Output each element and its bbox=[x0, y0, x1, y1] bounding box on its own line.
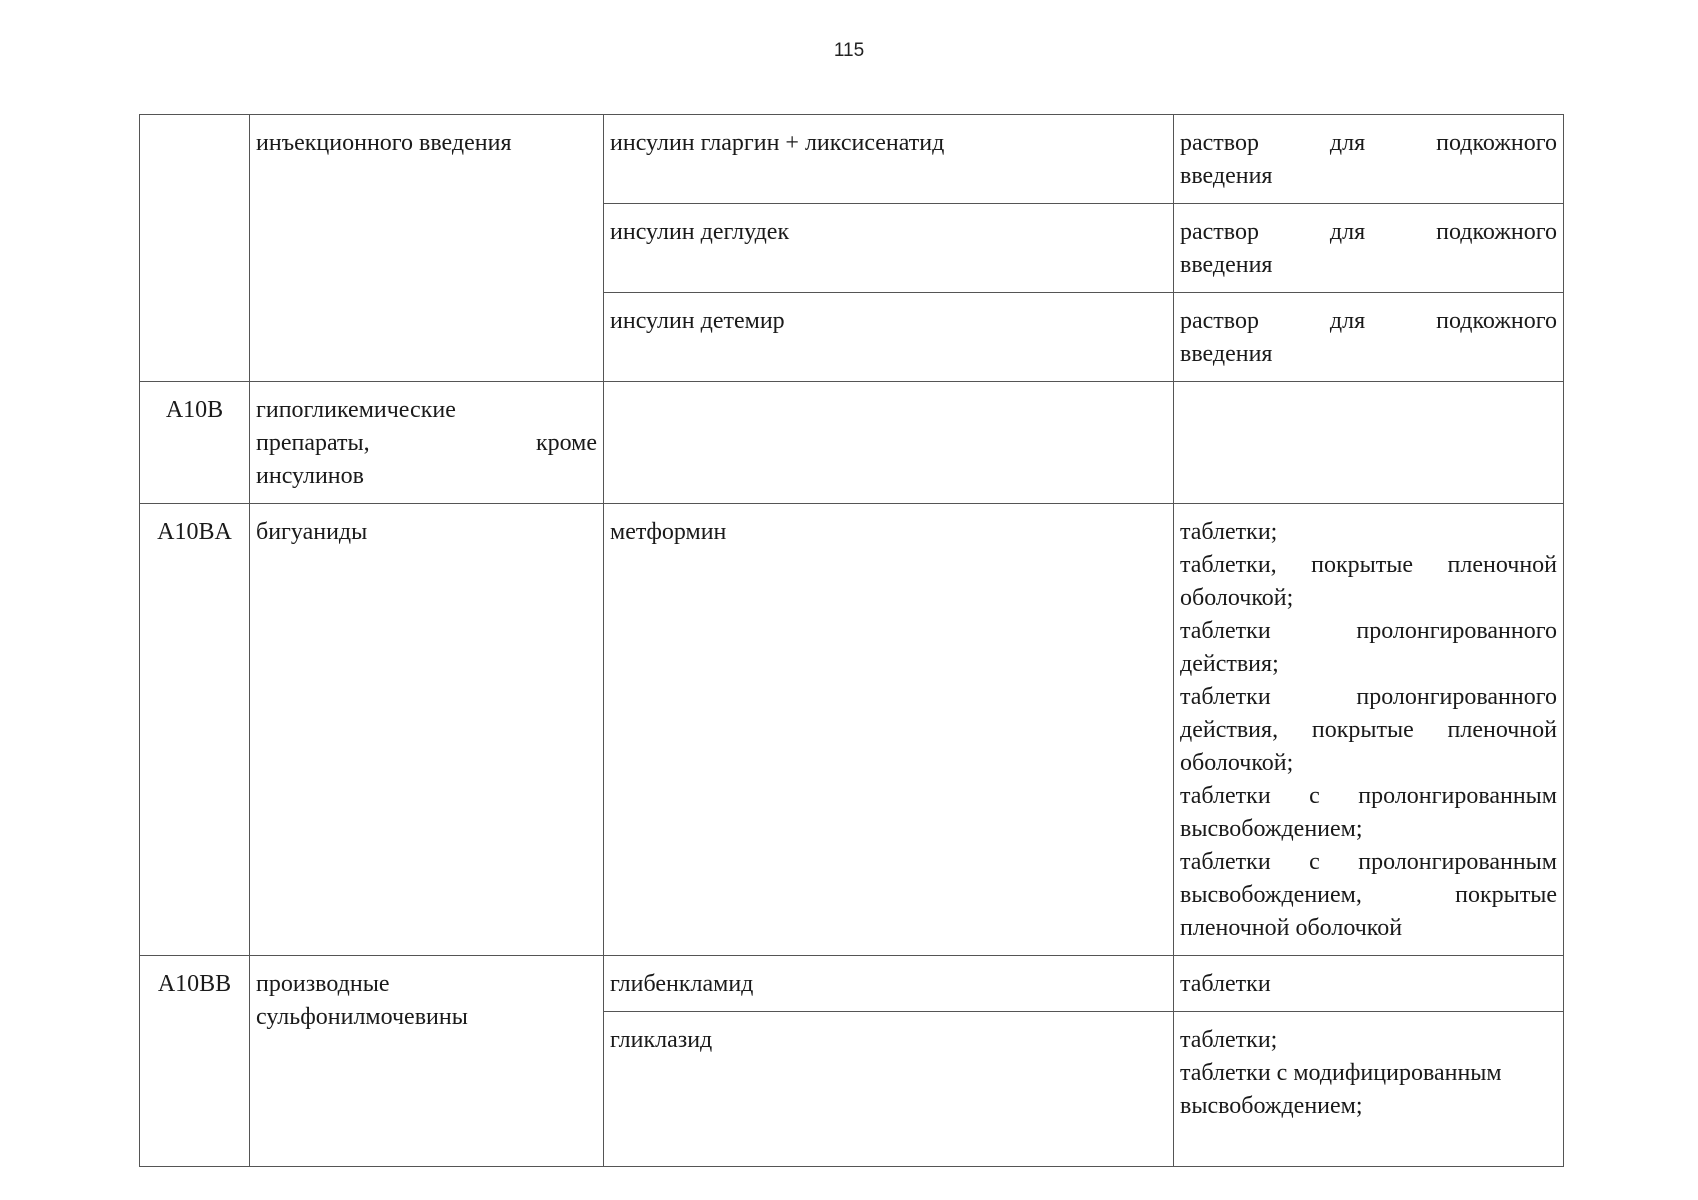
dosage-form-line: введения bbox=[1180, 341, 1273, 367]
atc-code-cell bbox=[140, 956, 250, 1167]
dosage-form-line: оболочкой; bbox=[1180, 750, 1294, 776]
dosage-form-line: высвобождением, покрытые bbox=[1180, 882, 1557, 908]
drug-name: инсулин гларгин + ликсисенатид bbox=[610, 130, 945, 156]
drug-table bbox=[139, 114, 1564, 1167]
drug-name-cell bbox=[604, 956, 1174, 1012]
dosage-form-line: раствор для подкожного bbox=[1180, 219, 1557, 245]
group-text: бигуаниды bbox=[256, 519, 368, 545]
dosage-form-line: введения bbox=[1180, 163, 1273, 189]
drug-name-cell bbox=[604, 115, 1174, 204]
dosage-form-line: таблетки пролонгированного bbox=[1180, 684, 1557, 710]
dosage-form-line: действия; bbox=[1180, 651, 1279, 677]
table-row bbox=[140, 382, 1564, 504]
dosage-form-line: таблетки пролонгированного bbox=[1180, 618, 1557, 644]
atc-code: A10BA bbox=[157, 519, 232, 545]
dosage-form-line: действия, покрытые пленочной bbox=[1180, 717, 1557, 743]
dosage-form-line: таблетки с пролонгированным bbox=[1180, 783, 1557, 809]
table-row bbox=[140, 115, 1564, 204]
dosage-form-cell bbox=[1174, 956, 1564, 1012]
atc-code-cell bbox=[140, 382, 250, 504]
drug-name-cell bbox=[604, 293, 1174, 382]
group-text: инъекционного введения bbox=[256, 130, 512, 156]
dosage-form-line: раствор для подкожного bbox=[1180, 130, 1557, 156]
drug-name-cell bbox=[604, 204, 1174, 293]
group-text-line: препараты, кроме bbox=[256, 430, 597, 456]
dosage-form-line: таблетки, покрытые пленочной bbox=[1180, 552, 1557, 578]
cell-spacer bbox=[1180, 1123, 1557, 1156]
dosage-form-line: таблетки; bbox=[1180, 1027, 1278, 1053]
drug-name: гликлазид bbox=[610, 1027, 713, 1053]
group-cell bbox=[250, 504, 604, 956]
drug-name-cell bbox=[604, 1012, 1174, 1167]
dosage-form-line: пленочной оболочкой bbox=[1180, 915, 1403, 941]
page-number: 115 bbox=[833, 40, 865, 61]
group-cell bbox=[250, 956, 604, 1167]
atc-code: A10B bbox=[165, 397, 224, 423]
dosage-form-line: введения bbox=[1180, 252, 1273, 278]
group-text-line: сульфонилмочевины bbox=[256, 1004, 468, 1030]
drug-name-cell bbox=[604, 504, 1174, 956]
dosage-form-line: высвобождением; bbox=[1180, 816, 1363, 842]
group-text-line: гипогликемические bbox=[256, 397, 456, 423]
drug-name: инсулин деглудек bbox=[610, 219, 790, 245]
group-cell bbox=[250, 115, 604, 382]
atc-code-cell bbox=[140, 115, 250, 382]
dosage-form-line: таблетки bbox=[1180, 971, 1271, 997]
dosage-form-line: высвобождением; bbox=[1180, 1093, 1363, 1119]
table-row bbox=[140, 504, 1564, 956]
dosage-form-line: таблетки; bbox=[1180, 519, 1278, 545]
drug-name-cell bbox=[604, 382, 1174, 504]
dosage-form-line: оболочкой; bbox=[1180, 585, 1294, 611]
atc-code: A10BB bbox=[157, 971, 232, 997]
dosage-form-line: таблетки с модифицированным bbox=[1180, 1060, 1502, 1086]
drug-name: метформин bbox=[610, 519, 727, 545]
dosage-form-cell bbox=[1174, 504, 1564, 956]
dosage-form-line: раствор для подкожного bbox=[1180, 308, 1557, 334]
drug-name: глибенкламид bbox=[610, 971, 754, 997]
dosage-form-cell bbox=[1174, 204, 1564, 293]
dosage-form-cell bbox=[1174, 293, 1564, 382]
dosage-form-cell bbox=[1174, 115, 1564, 204]
table-row bbox=[140, 956, 1564, 1012]
atc-code-cell bbox=[140, 504, 250, 956]
dosage-form-line: таблетки с пролонгированным bbox=[1180, 849, 1557, 875]
group-cell bbox=[250, 382, 604, 504]
dosage-form-cell bbox=[1174, 1012, 1564, 1167]
group-text-line: инсулинов bbox=[256, 463, 364, 489]
drug-name: инсулин детемир bbox=[610, 308, 785, 334]
dosage-form-cell bbox=[1174, 382, 1564, 504]
group-text-line: производные bbox=[256, 971, 390, 997]
